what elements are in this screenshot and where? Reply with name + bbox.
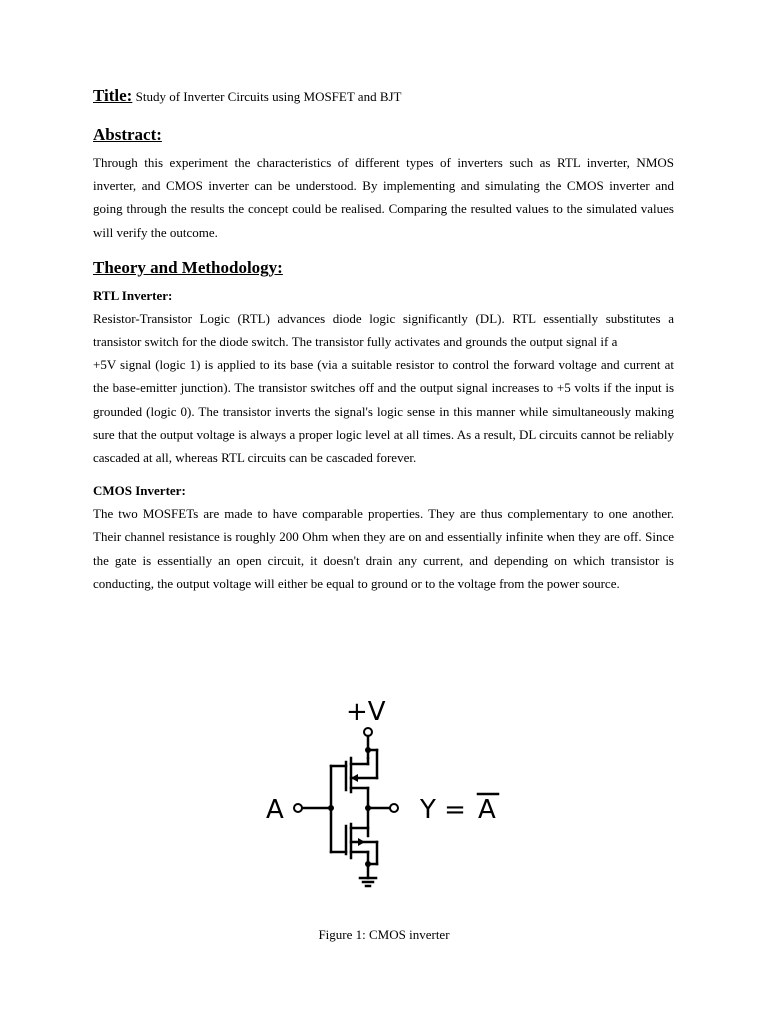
rtl-paragraph-1: Resistor-Transistor Logic (RTL) advances diode logic significantly (DL). RTL essentially substitutes a transistor switch for the diode switch. The transistor fully activates and grounds the output signal if a [93, 310, 674, 350]
figure-caption: Figure 1: CMOS inverter [318, 927, 450, 942]
input-label: A [266, 795, 284, 825]
nmos-arrow-icon [358, 838, 365, 846]
output-value: A [478, 795, 496, 825]
rtl-paragraph-2: +5V signal (logic 1) is applied to its base (via a suitable resistor to control the forward voltage and current at the base-emitter junction). The transistor switches off and the output signal increases to +5 volts if the input is grounded (logic 0). The transistor inverts the signal's logic sense in this manner while simultaneously making sure that the output voltage is always a proper logic level at all times. As a result, DL circuits cannot be reliably cascaded at all, whereas RTL circuits can be cascaded forever. [93, 357, 674, 466]
document-body [93, 84, 674, 595]
title-text: Study of Inverter Circuits using MOSFET and BJT [135, 89, 402, 104]
title-label: Title: [93, 86, 133, 105]
supply-label: +V [346, 697, 386, 727]
title-line [93, 84, 674, 109]
cmos-inverter-schematic [262, 696, 506, 896]
output-label: Y = [420, 795, 466, 825]
rtl-heading: RTL Inverter: [93, 287, 173, 303]
cmos-paragraph: The two MOSFETs are made to have comparable properties. They are thus complementary to one another. Their channel resistance is roughly 200 Ohm when they are on and essentially infinite when they are off. Since the gate is essentially an open circuit, it doesn't drain any current, and depending on which transistor is conducting, the output voltage will either be equal to ground or to the voltage from the power source. [93, 506, 674, 591]
output-terminal [390, 804, 398, 812]
abstract-paragraph: Through this experiment the characteristics of different types of inverters such as RTL inverter, NMOS inverter, and CMOS inverter can be understood. By implementing and simulating the CMOS inverter and going through the results the concept could be realised. Comparing the resulted values to the simulated values will verify the outcome. [93, 155, 674, 240]
abstract-heading: Abstract: [93, 125, 162, 144]
input-terminal [294, 804, 302, 812]
cmos-inverter-figure [262, 696, 506, 896]
theory-heading: Theory and Methodology: [93, 257, 283, 277]
cmos-heading: CMOS Inverter: [93, 483, 186, 499]
